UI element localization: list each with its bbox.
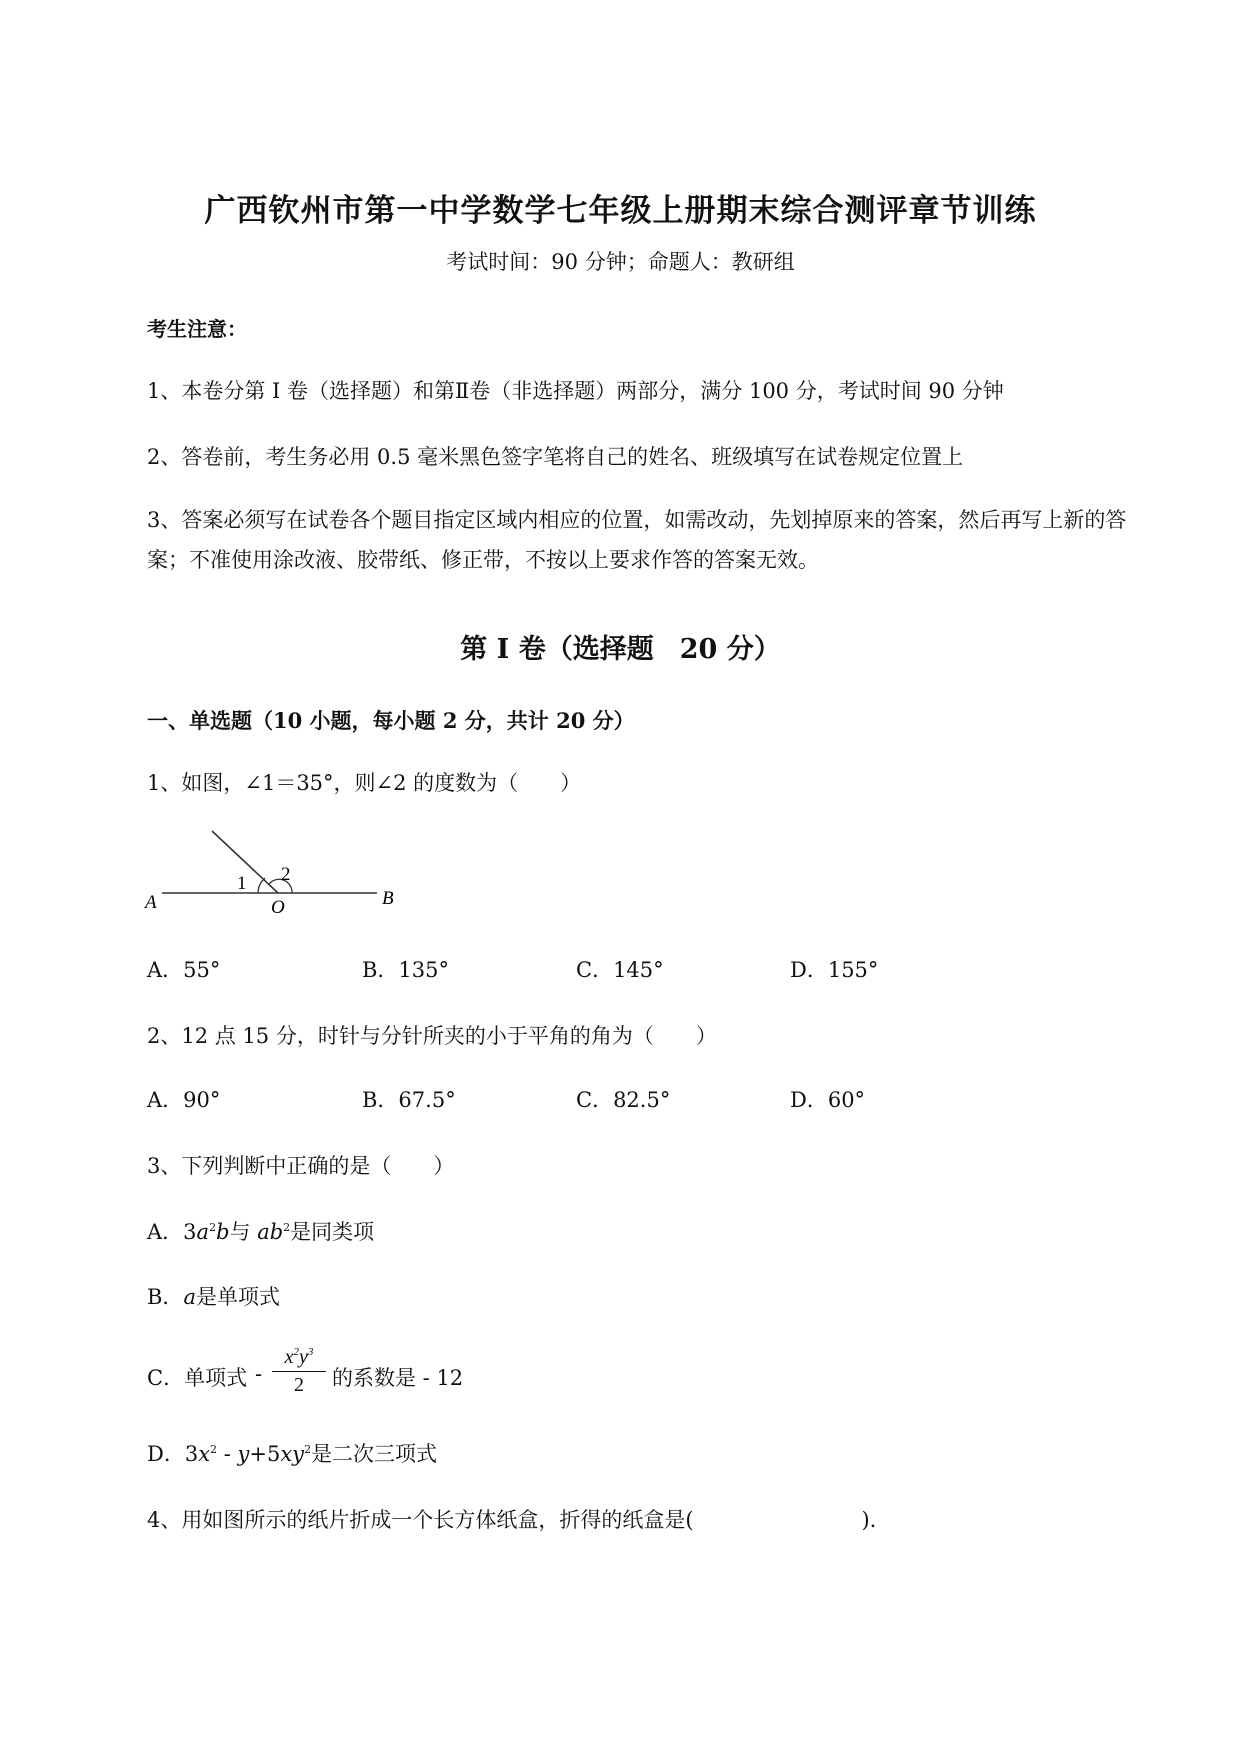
question-3-option-c-fraction [270,1346,328,1397]
exam-subtitle: 考试时间：90 分钟；命题人：教研组 [446,250,795,274]
question-3-option-d: D．$3x^2 - y+5xy^2$是二次三项式 [147,1442,438,1466]
fraction-numerator: $x^2y^3$ [284,1346,314,1368]
question-3-option-a: A．$3a^2b$与 $ab^2$是同类项 [147,1220,375,1244]
notice-item-3: 3、答案必须写在试卷各个题目指定区域内相应的位置，如需改动，先划掉原来的答案，然后再写上新的答案；不准使用涂改液、胶带纸、修正带，不按以上要求作答的答案无效。 [147,508,1127,572]
question-1-option-b: B．135° [362,958,450,982]
part-heading: 一、单选题（10 小题，每小题 2 分，共计 20 分） [147,708,635,733]
label-a: A [145,892,157,913]
section-title-b: 20 分） [679,634,781,665]
question-2-option-a: A．90° [147,1088,221,1112]
question-1-option-d: D．155° [790,958,879,982]
question-3-option-c-minus: - [255,1362,263,1386]
question-2-option-d: D．60° [790,1088,866,1112]
question-2-stem: 2、12 点 15 分，时针与分针所夹的小于平角的角为（ ） [147,1024,717,1048]
notice-item-1: 1、本卷分第 I 卷（选择题）和第Ⅱ卷（非选择题）两部分，满分 100 分，考试时间 90 分钟 [147,379,1004,403]
question-3-option-c-tail: 的系数是 - 12 [332,1366,464,1390]
question-1-stem: 1、如图，∠1＝35°，则∠2 的度数为（ ） [147,771,582,795]
fraction-denominator: 2 [294,1374,304,1396]
notice-item-2: 2、答卷前，考生务必用 0.5 毫米黑色签字笔将自己的姓名、班级填写在试卷规定位置上 [147,445,964,469]
section-title-a: 第 I 卷（选择题 [460,634,654,665]
question-1-option-c: C．145° [576,958,664,982]
label-1: 1 [237,873,247,894]
question-4-stem: 4、用如图所示的纸片折成一个长方体纸盒，折得的纸盒是( )． [147,1508,891,1532]
question-3-option-b: B．a是单项式 [147,1285,280,1309]
question-3-option-c-label: C．单项式 [147,1366,248,1390]
notice-heading: 考生注意： [147,317,247,341]
question-1-option-a: A．55° [147,958,221,982]
question-3-stem: 3、下列判断中正确的是（ ） [147,1154,455,1178]
label-b: B [382,888,394,909]
exam-title: 广西钦州市第一中学数学七年级上册期末综合测评章节训练 [204,193,1037,229]
section-title [0,627,1241,666]
question-1-figure [140,826,420,921]
label-o: O [271,897,285,918]
question-2-option-c: C．82.5° [576,1088,671,1112]
question-2-option-b: B．67.5° [362,1088,456,1112]
label-2: 2 [281,864,291,885]
